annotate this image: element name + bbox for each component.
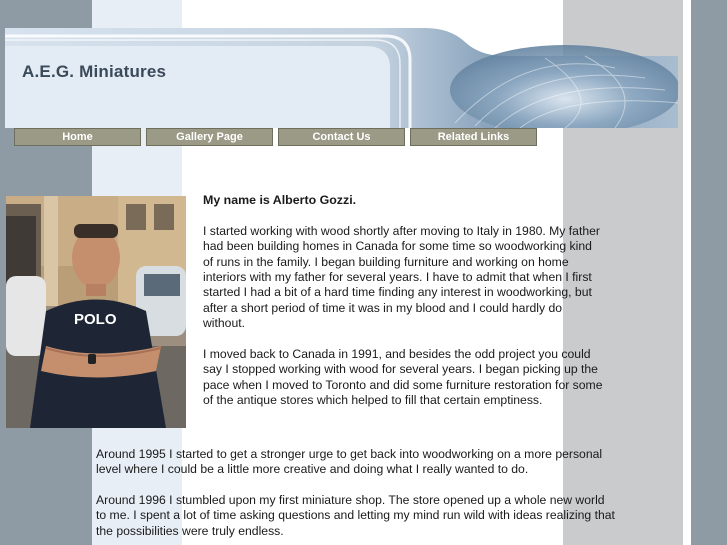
paragraph-3: Around 1995 I started to get a stronger urge to get back into woodworking on a more personal level where I could be a little more creative and doing what I really wanted to do. bbox=[96, 447, 603, 477]
nav-gallery-button[interactable]: Gallery Page bbox=[146, 128, 273, 146]
portrait-photo bbox=[6, 196, 186, 428]
right-white-stripe bbox=[683, 0, 691, 545]
right-far-band bbox=[691, 0, 727, 545]
portrait-image bbox=[6, 196, 186, 428]
intro-text bbox=[203, 193, 603, 424]
paragraph-2: I moved back to Canada in 1991, and besides the odd project you could say I stopped working with wood for several years. I began picking up the pace when I moved to Toronto and did some furniture restoration for some of the antique stores which helped to fill that certain emptiness. bbox=[203, 347, 603, 408]
shirt-text: POLO bbox=[74, 311, 117, 328]
paragraph-3-container bbox=[96, 447, 616, 478]
nav-contact-button[interactable]: Contact Us bbox=[278, 128, 405, 146]
site-title: A.E.G. Miniatures bbox=[22, 62, 167, 81]
nav-home-button[interactable]: Home bbox=[14, 128, 141, 146]
paragraph-1: I started working with wood shortly after moving to Italy in 1980. My father had been building homes in Canada for some time so woodworking kind of runs in the family. I began building furniture and working on home interiors with my father for several years. I have to admit that when I first started I had a bit of a hard time finding any interest in woodworking, but after a short period of time it was in my blood and I could hardly do without. bbox=[203, 223, 600, 331]
paragraph-4-container bbox=[96, 493, 616, 539]
intro-heading: My name is Alberto Gozzi. bbox=[203, 193, 357, 207]
nav-related-links-button[interactable]: Related Links bbox=[410, 128, 537, 146]
paragraph-4: Around 1996 I stumbled upon my first miniature shop. The store opened up a whole new world to me. I spent a lot of time asking questions and letting my mind run wild with ideas realizing that the possibilities were truly endless. bbox=[96, 493, 615, 538]
